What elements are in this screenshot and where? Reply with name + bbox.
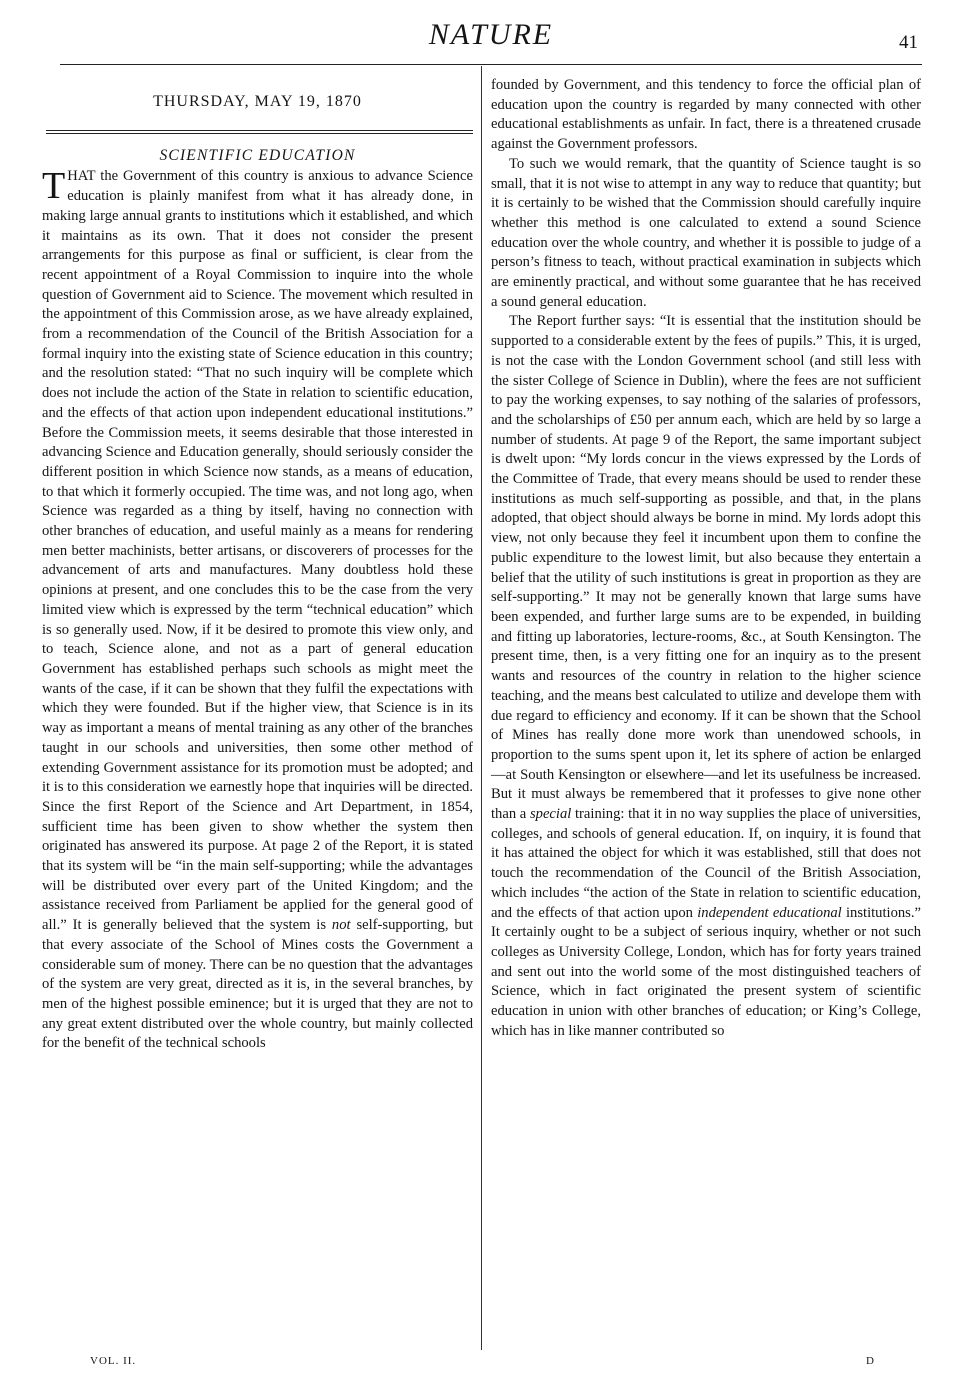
emphasis-text: not bbox=[331, 917, 351, 934]
page-number: 41 bbox=[899, 32, 918, 53]
journal-title: NATURE bbox=[428, 18, 554, 51]
paragraph-text: The Report further says: “It is essential that the institution should be supported to a considerable extent by the fees of pupils.” This, it is urged, is not the case with the London Government school (and still less with the sister College of Science in Dublin), where the fees are not sufficient to pay the working expenses, to say nothing of the salaries of professors, and the scholarships of £50 per annum each, which are held by so large a number of students. At page 9 of the Report, the same important subject is dwelt upon: “My lords concur in the views expressed by the Lords of the Committee of Trade, that every means should be used to render these institutions as much self-supporting as possible, and that, in the plans adopted, that object should always be borne in mind. My lords adopt this view, not only because they feel it incumbent upon them to confine the public expenditure to the lowest limit, but also because they entertain a belief that the utility of such institutions is great in proportion as they are self-supporting.” It may not be generally known that large sums have been expended, and further large sums are to be expended, in building and fitting up laboratories, lecture-rooms, &c., at South Kensington. The present time, then, is a very fitting one for an inquiry as to the present wants and resources of the country in relation to the higher science teaching, and the means best calculated to utilize and develope them with due regard to efficiency and economy. If it can be shown that the School of Mines has really done more work than unendowed schools, in proportion to the sums spent upon it, let its sphere of action be enlarged—at South Kensington or elsewhere—and let its usefulness be increased. But it must always be remembered that it professes to give none other than a bbox=[491, 313, 921, 823]
left-column bbox=[42, 76, 473, 1054]
paragraph bbox=[42, 167, 473, 1054]
paragraph-text: institutions.” It certainly ought to be a subject of serious inquiry, whether or not such colleges as University College, London, which has for forty years trained and sent out into the world some of the most distinguished teachers of Science, which in fact originated the present system of scientific education in union with other branches of education; or King’s College, which has in like manner contributed so bbox=[491, 904, 921, 1039]
signature-mark: D bbox=[866, 1355, 874, 1367]
emphasis-text: special bbox=[529, 806, 572, 823]
paragraph: founded by Government, and this tendency to force the official plan of education upon the country is regarded by many connected with other educational establishments as unfair. In fact, there is a threatened crusade against the Government professors. bbox=[491, 77, 921, 153]
volume-label: VOL. II. bbox=[90, 1355, 137, 1367]
emphasis-text: independent educational bbox=[697, 904, 842, 921]
column-divider bbox=[481, 66, 482, 1350]
paragraph-text: HAT the Government of this country is anxious to advance Science education is plainly manifest from what it has already done, in making large annual grants to institutions which it established, and which it maintains as its own. That it does not consider the present arrangements for this purpose as final or sufficient, is clear from the recent appointment of a Royal Commission to inquire into the whole question of Government aid to Science. The movement which resulted in the appointment of this Commission arose, as we have already explained, from a recommendation of the Council of the British Association for a formal inquiry into the existing state of Science education in this country; and the resolution stated: “That no such inquiry will be complete which does not include the action of the State in relation to scientific education, and the effects of that action upon independent educational institutions.” Before the Commission meets, it seems desirable that those interested in advancing Science and Education generally, should seriously consider the different position in which Science now stands, as a means of education, to that which it formerly occupied. The time was, and not long ago, when Science was regarded as a thing by itself, having no connection with other branches of education, and useful mainly as a means for rendering men better machinists, better artisans, or discoverers of processes for the advancement of arts and manufactures. Many doubtless hold these opinions at present, and one concludes this to be the case from the very limited view which is expressed by the term “technical education” which is so generally used. Now, if it be desired to promote this view only, and to teach, Science alone, and not as a part of general education Government has established perhaps such schools as might meet the wants of the case, if it can be shown that they fulfil the expectations with which they were founded. But if the higher view, that Science is in its way as important a means of mental training as any other of the branches taught in our schools and universities, then some other method of extending Government assistance for its promotion must be adopted; and it is to this consideration we earnestly hope that inquiries will be directed. Since the first Report of the Science and Art Department, in 1854, sufficient time has been given to show whether the system then originated has answered its purpose. At page 2 of the Report, it is stated that its system will be “in the main self-supporting; while the advantages will be distributed over every part of the United Kingdom; and the assistance received from Parliament be applied for the general good of all.” It is generally believed that the system is bbox=[42, 168, 473, 934]
paragraph: To such we would remark, that the quantity of Science taught is so small, that it is not wise to attempt in any way to reduce that quantity; but it is certainly to be wished that the Commission should carefully inquire whether this method is one calculated to extend a sound Science education over the whole country, and whether it is possible to judge of a person’s fitness to teach, without practical examination in subjects which are eminently practical, and without some guarantee that he has received a sound general education. bbox=[491, 155, 921, 310]
header-rule bbox=[60, 64, 922, 65]
paragraph bbox=[491, 312, 921, 1041]
masthead bbox=[60, 18, 922, 58]
drop-cap: T bbox=[42, 165, 66, 208]
issue-date: THURSDAY, MAY 19, 1870 bbox=[153, 93, 362, 110]
double-rule bbox=[46, 130, 473, 134]
article-title: SCIENTIFIC EDUCATION bbox=[159, 146, 356, 164]
paragraph-text: self-supporting, but that every associate of the School of Mines costs the Government a considerable sum of money. There can be no question that the advantages of the system are very great, directed as it is, in the several branches, by men of the highest possible eminence; but it is urged that they are not to any great extent distributed over the whole country, but mainly collected for the benefit of the technical schools bbox=[42, 917, 473, 1052]
right-column bbox=[491, 76, 921, 1041]
paragraph-text: training: that it in no way supplies the place of universities, colleges, and schools of general education. If, on inquiry, it is found that it has attained the object for which it was established, still that does not touch the recommendation of the Council of the British Association, which includes “the action of the State in relation to scientific education, and the effects of that action upon bbox=[491, 806, 921, 921]
